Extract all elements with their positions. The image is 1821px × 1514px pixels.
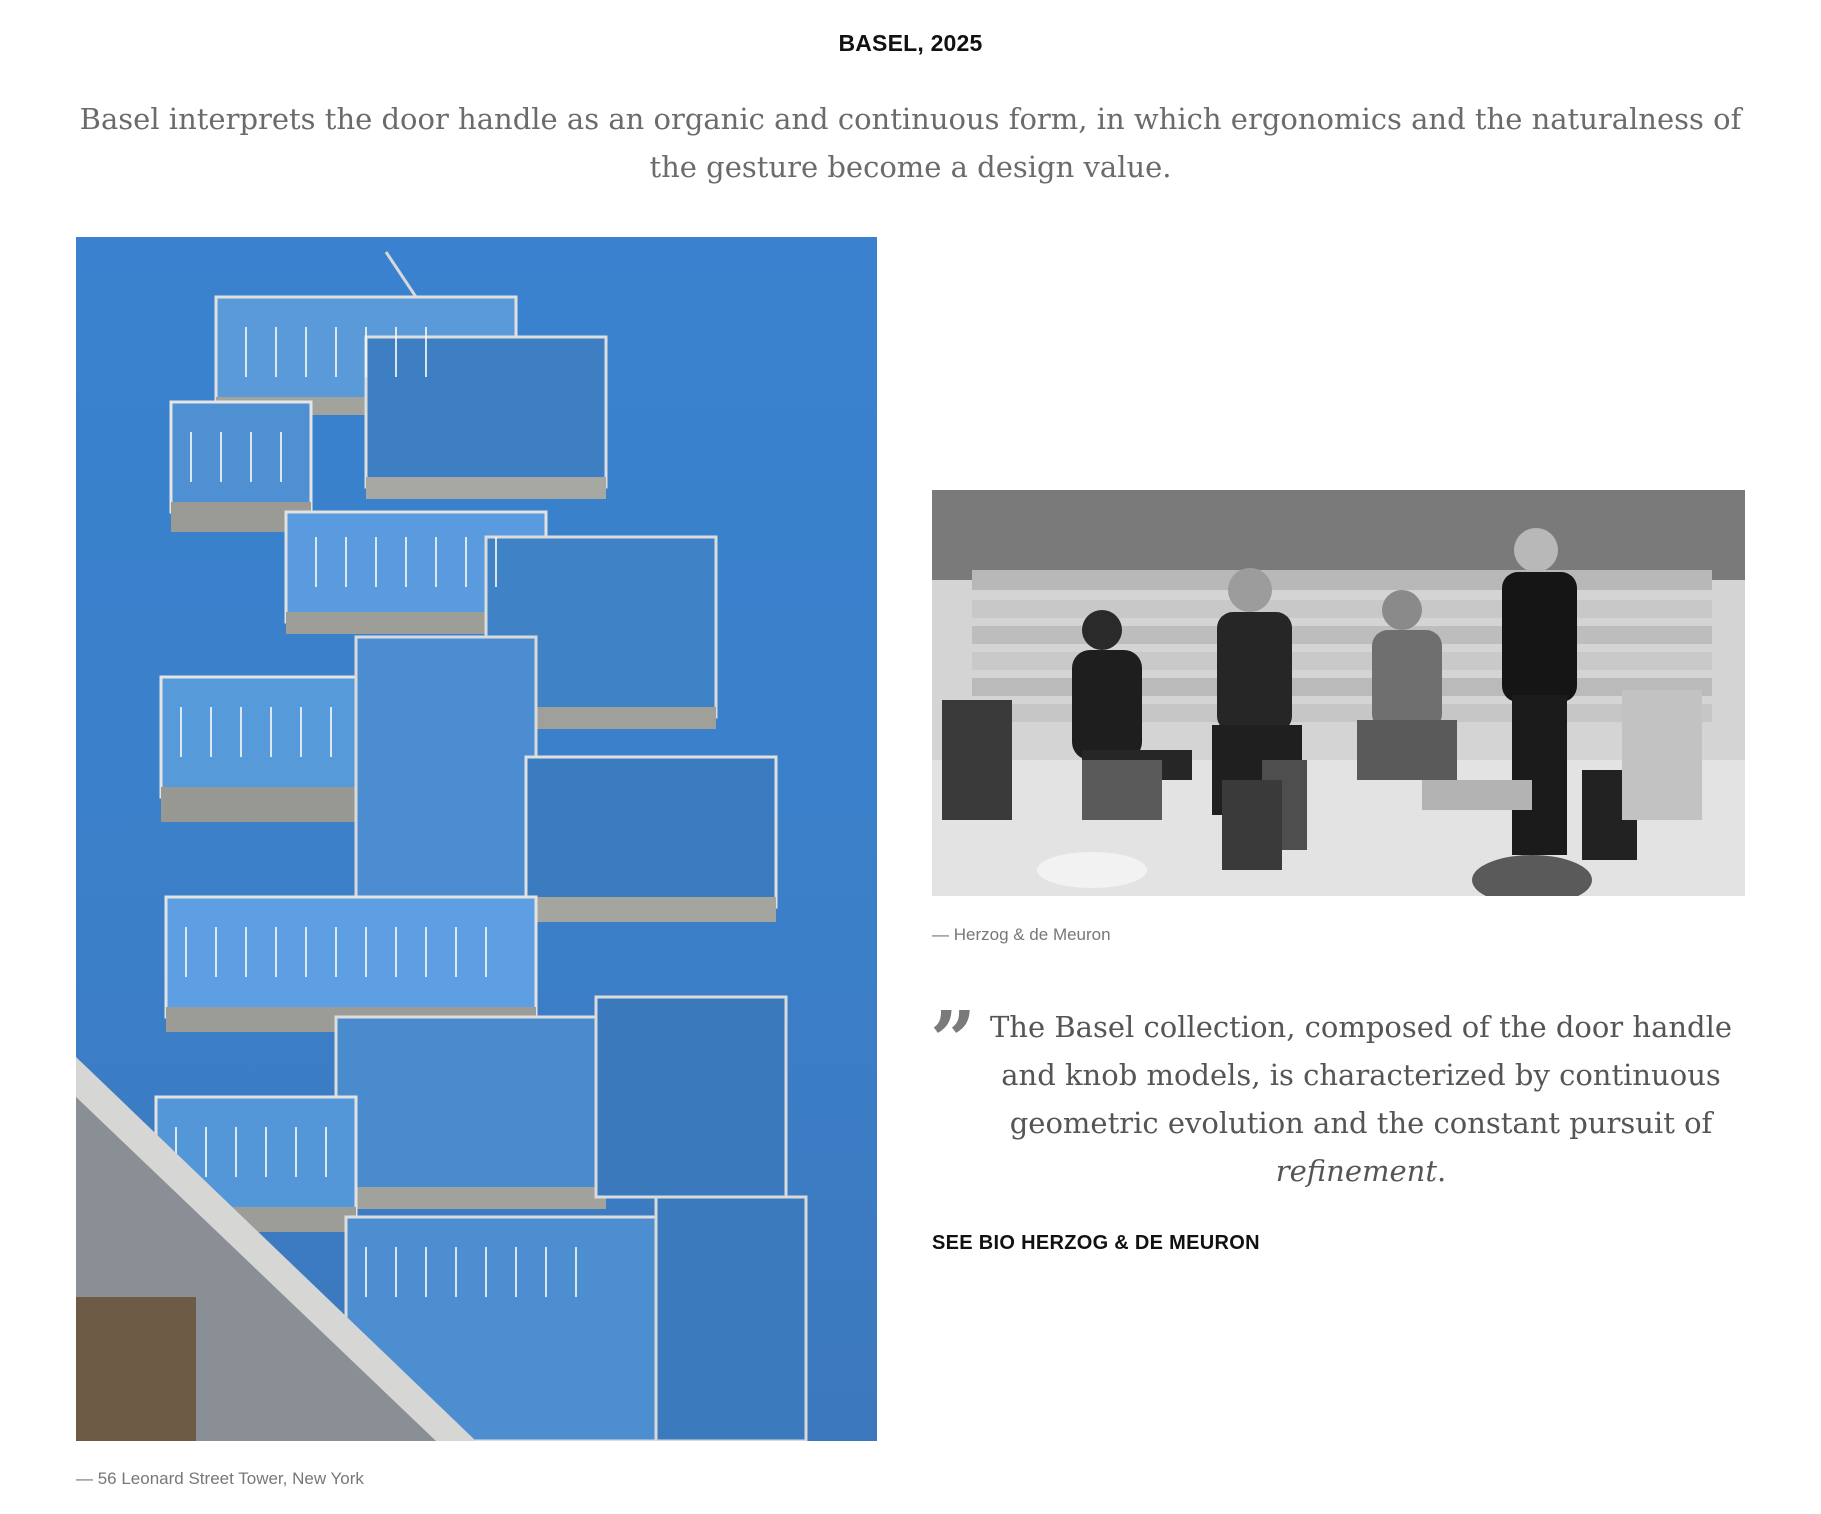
quote-main: The Basel collection, composed of the door handle and knob models, is characterized by continuous geometric evolution and the constant pursuit of: [989, 1010, 1733, 1140]
intro-paragraph: Basel interprets the door handle as an organic and continuous form, in which ergonomics and the naturalness of the gesture become a design value.: [79, 102, 1742, 184]
section-kicker: BASEL, 2025: [838, 30, 983, 56]
quote-text: [976, 1003, 1746, 1195]
portrait-photo: [932, 490, 1745, 896]
quote-emphasis: refinement: [1275, 1154, 1437, 1188]
quote-end: .: [1436, 1154, 1447, 1188]
quote-icon: ”: [930, 993, 977, 1087]
tower-photo: [76, 237, 877, 1441]
see-bio-link[interactable]: SEE BIO HERZOG & DE MEURON: [932, 1232, 1260, 1254]
tower-caption: — 56 Leonard Street Tower, New York: [76, 1469, 364, 1488]
portrait-caption: — Herzog & de Meuron: [932, 925, 1111, 944]
